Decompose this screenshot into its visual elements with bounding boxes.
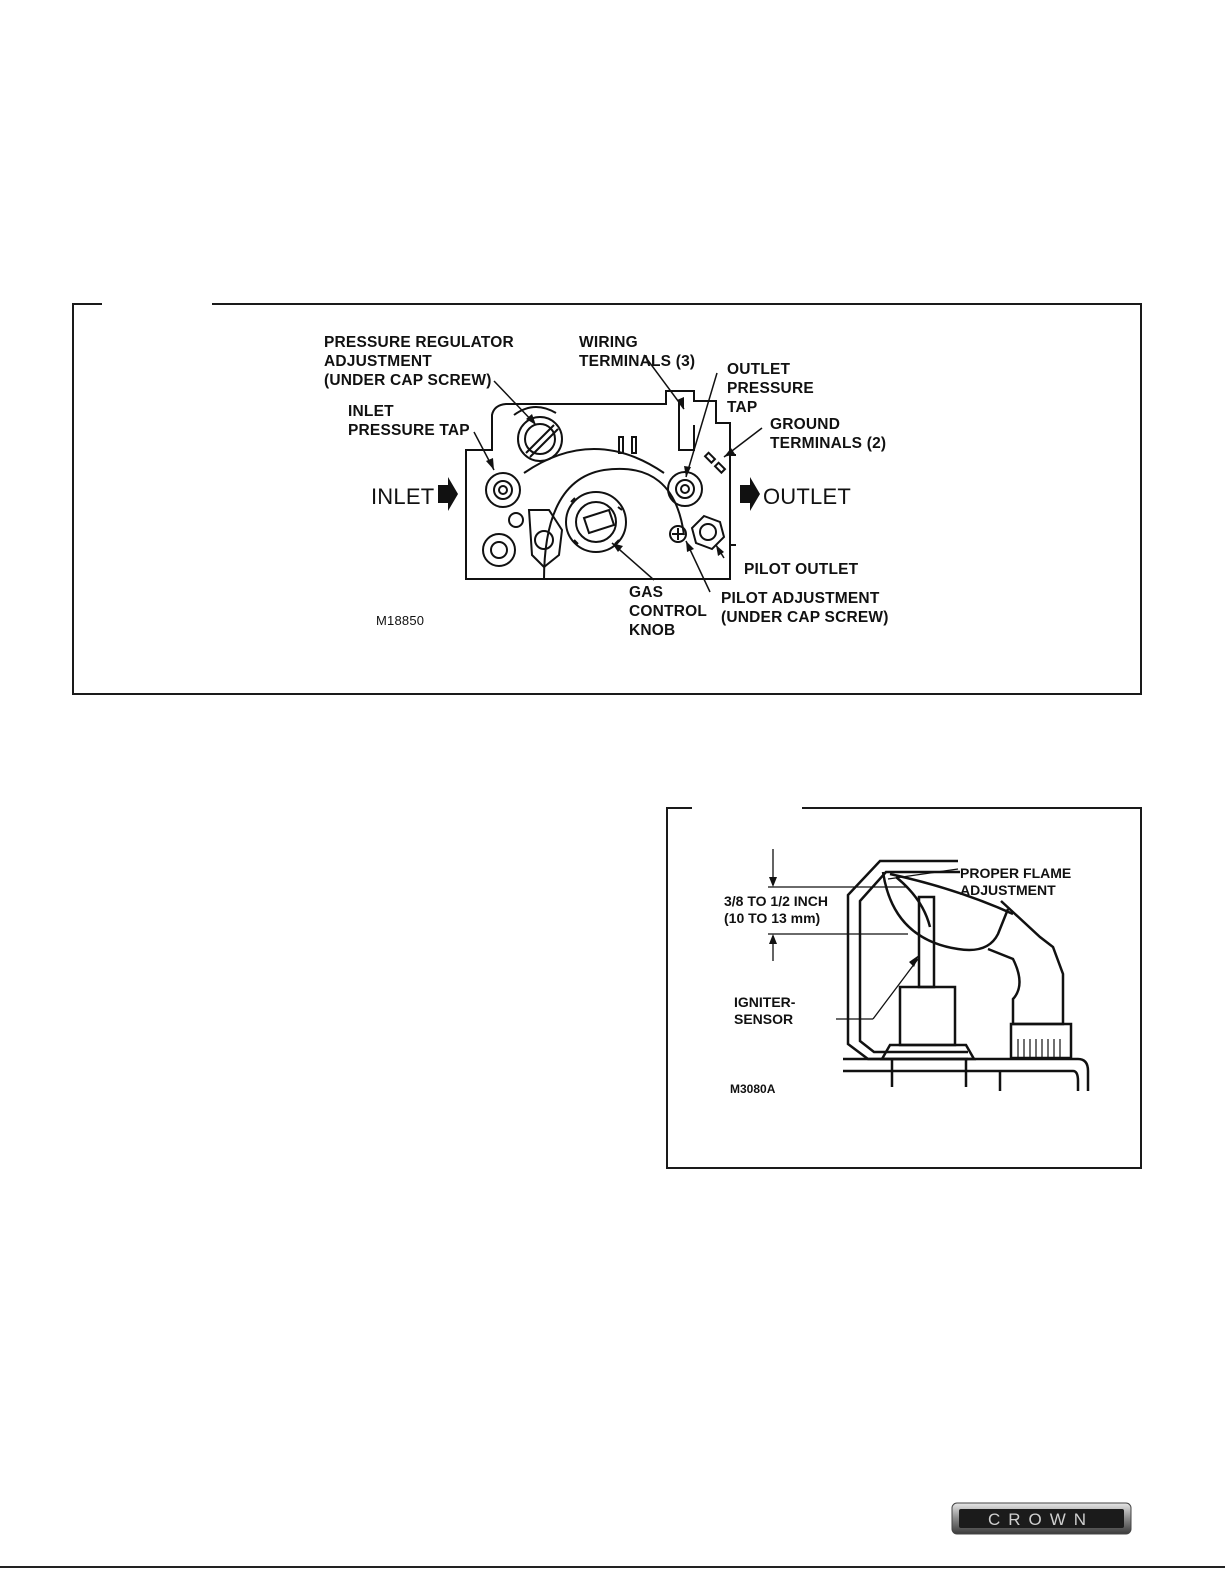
flame-adjustment-figure [666,807,1142,1169]
outlet-label: OUTLET [763,484,851,509]
pilot-burner-drawing [668,809,1144,1171]
ground-terminals-label: GROUND TERMINALS (2) [770,416,887,452]
model-code-m18850: M18850 [376,613,425,628]
inlet-label: INLET [371,484,435,509]
bottom-rule [0,1566,1225,1568]
model-code-m3080a: M3080A [730,1082,776,1096]
pilot-outlet-label: PILOT OUTLET [744,561,859,578]
outlet-arrow-icon [740,477,760,511]
svg-text:CROWN: CROWN [987,1510,1095,1529]
proper-flame-label: PROPER FLAME ADJUSTMENT [960,865,1072,898]
crown-logo [951,1502,1132,1535]
inlet-arrow-icon [438,477,458,511]
wiring-terminals-label: WIRING TERMINALS (3) [579,334,696,370]
pressure-regulator-label: PRESSURE REGULATOR ADJUSTMENT (UNDER CAP SCREW) [324,334,514,389]
inlet-pressure-tap-label: INLET PRESSURE TAP [348,403,470,439]
gas-valve-figure [72,303,1142,695]
gas-control-knob-label: GAS CONTROL KNOB [629,584,708,639]
dimension-label: 3/8 TO 1/2 INCH (10 TO 13 mm) [724,893,829,926]
igniter-sensor-label: IGNITER- SENSOR [734,994,796,1027]
pilot-adjustment-label: PILOT ADJUSTMENT (UNDER CAP SCREW) [721,590,889,626]
outlet-pressure-tap-label: OUTLET PRESSURE TAP [727,361,814,416]
